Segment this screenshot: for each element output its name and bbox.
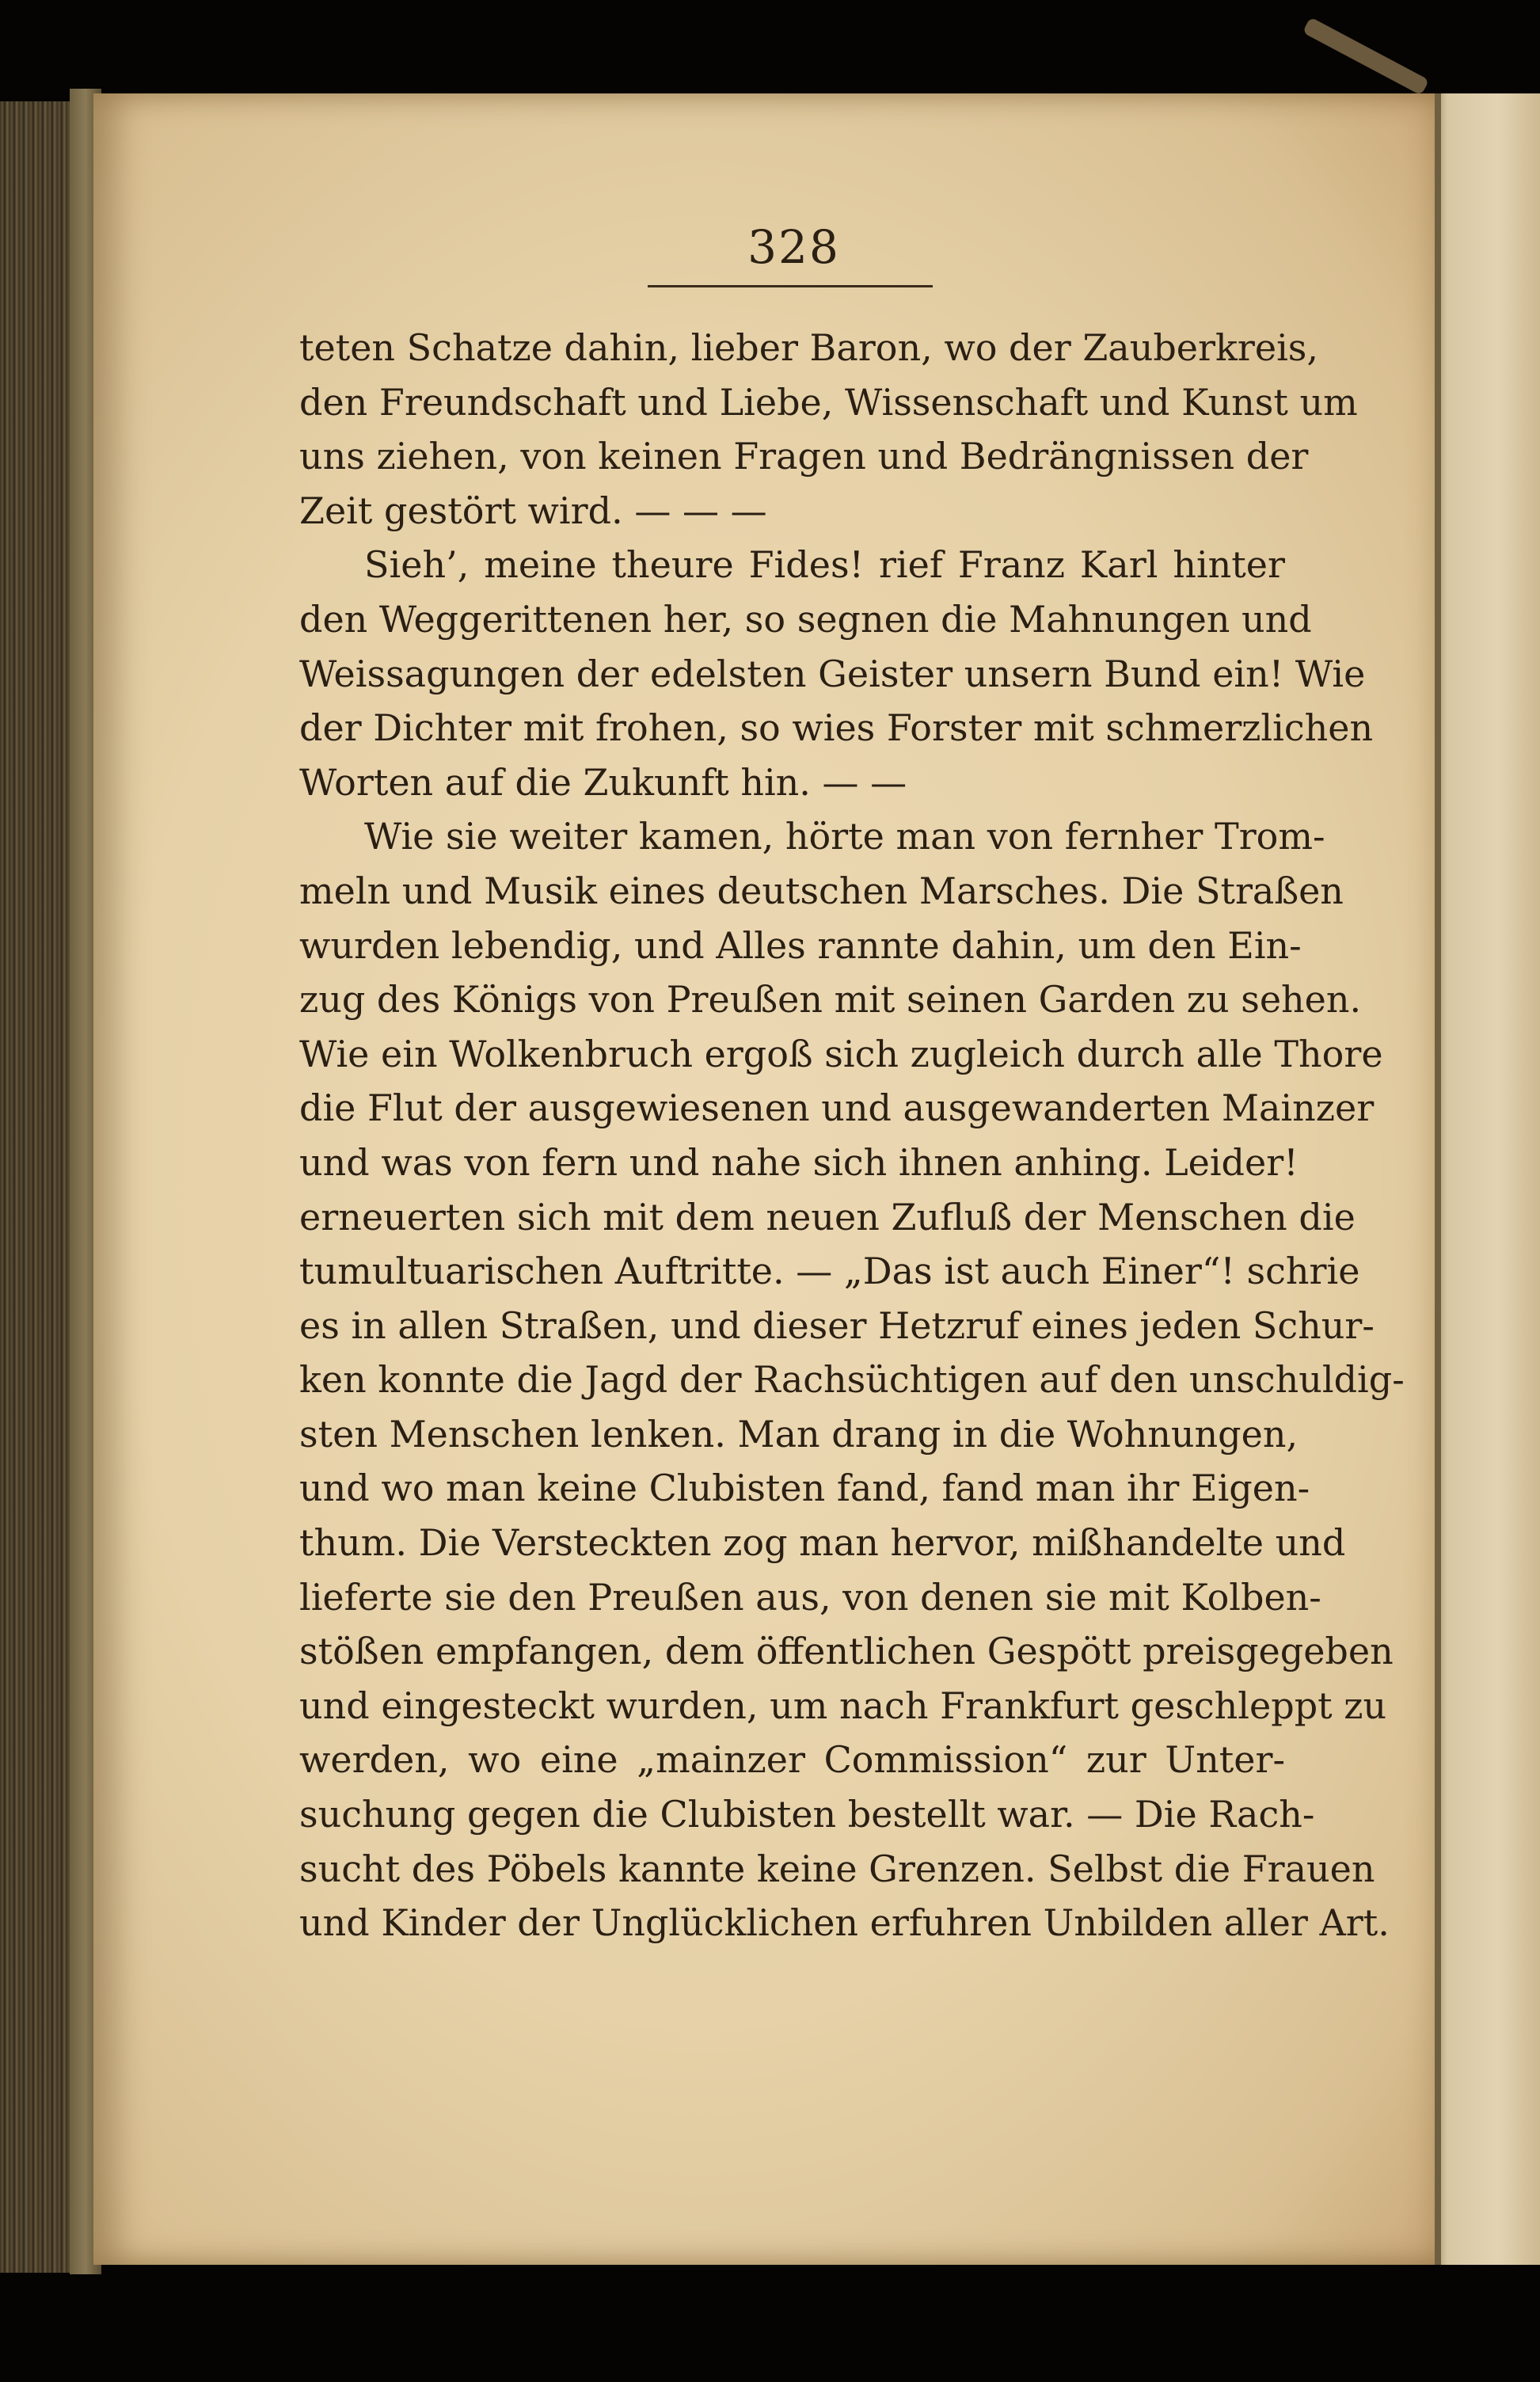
text-line: suchung gegen die Clubisten bestellt war. — Die Rach- xyxy=(299,1793,1315,1836)
text-line: und was von fern und nahe sich ihnen anhing. Leider! xyxy=(299,1140,1299,1184)
text-line: zug des Königs von Preußen mit seinen Garden zu sehen. xyxy=(299,978,1362,1022)
text-line: die Flut der ausgewiesenen und ausgewanderten Mainzer xyxy=(299,1086,1375,1130)
body-text xyxy=(299,321,1405,1950)
text-line: werden, wo eine „mainzer Commission“ zur Unter- xyxy=(299,1738,1285,1782)
text-line: Wie sie weiter kamen, hörte man von fernher Trom- xyxy=(364,815,1325,858)
text-line: Sieh’, meine theure Fides! rief Franz Karl hinter xyxy=(364,543,1285,587)
text-line: thum. Die Versteckten zog man hervor, mißhandelte und xyxy=(299,1521,1346,1565)
bookmark-ribbon xyxy=(1302,17,1429,95)
text-line: meln und Musik eines deutschen Marsches. Die Straßen xyxy=(299,869,1344,912)
page-fold-line xyxy=(1435,93,1441,2265)
text-line: sten Menschen lenken. Man drang in die Wohnungen, xyxy=(299,1412,1299,1455)
text-line: erneuerten sich mit dem neuen Zufluß der Menschen die xyxy=(299,1195,1356,1239)
text-line: und eingesteckt wurden, um nach Frankfurt geschleppt zu xyxy=(299,1684,1387,1727)
text-line: Worten auf die Zukunft hin. — — xyxy=(299,760,907,804)
facing-page-edge xyxy=(1435,93,1540,2265)
text-line: teten Schatze dahin, lieber Baron, wo der Zauberkreis, xyxy=(299,326,1319,369)
page-number: 328 xyxy=(747,220,840,274)
text-line: wurden lebendig, und Alles rannte dahin, um den Ein- xyxy=(299,923,1302,967)
text-line: stößen empfangen, dem öffentlichen Gespött preisgegeben xyxy=(299,1630,1394,1673)
text-line: den Weggerittenen her, so segnen die Mahnungen und xyxy=(299,597,1312,641)
text-line: ken konnte die Jagd der Rachsüchtigen auf den unschuldig- xyxy=(299,1358,1405,1402)
text-line: sucht des Pöbels kannte keine Grenzen. Selbst die Frauen xyxy=(299,1847,1375,1890)
text-line: lieferte sie den Preußen aus, von denen sie mit Kolben- xyxy=(299,1575,1321,1619)
text-line: Wie ein Wolkenbruch ergoß sich zugleich durch alle Thore xyxy=(299,1032,1383,1075)
text-line: den Freundschaft und Liebe, Wissenschaft und Kunst um xyxy=(299,380,1358,424)
text-line: der Dichter mit frohen, so wies Forster mit schmerzlichen xyxy=(299,706,1374,750)
text-line: es in allen Straßen, und dieser Hetzruf eines jeden Schur- xyxy=(299,1303,1375,1347)
text-line: und wo man keine Clubisten fand, fand man ihr Eigen- xyxy=(299,1467,1310,1510)
header-rule xyxy=(648,285,933,287)
text-line: tumultuarischen Auftritte. — „Das ist auch Einer“! schrie xyxy=(299,1250,1360,1293)
text-line: und Kinder der Unglücklichen erfuhren Unbilden aller Art. xyxy=(299,1901,1390,1945)
text-line: Weissagungen der edelsten Geister unsern Bund ein! Wie xyxy=(299,652,1366,695)
text-line: Zeit gestört wird. — — — xyxy=(299,489,767,532)
text-line: uns ziehen, von keinen Fragen und Bedrängnissen der xyxy=(299,435,1309,478)
